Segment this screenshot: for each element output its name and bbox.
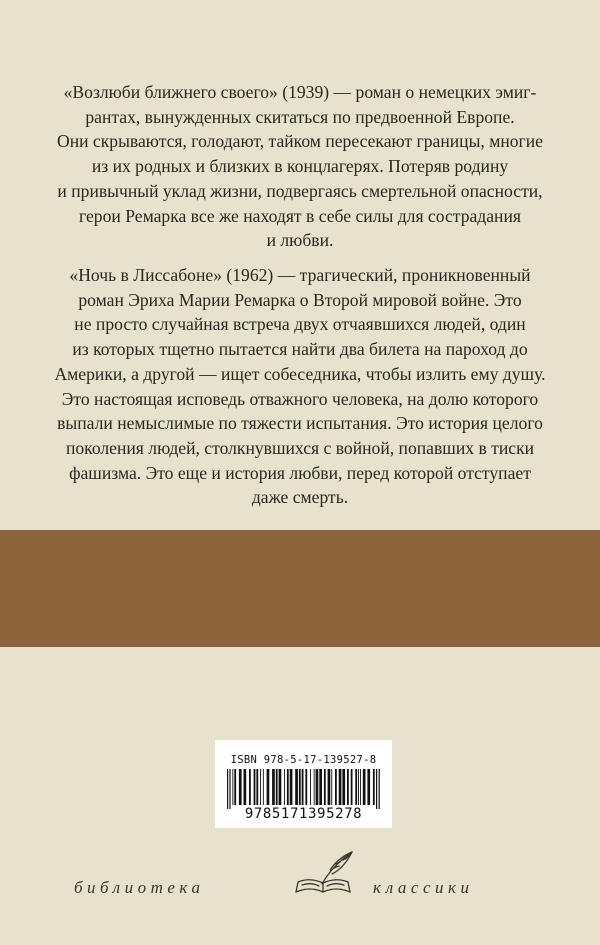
isbn-text: ISBN 978-5-17-139527-8 xyxy=(230,754,377,766)
barcode-bar xyxy=(367,769,370,805)
text-line: Это настоящая исповедь отважного человека, на долю которого xyxy=(61,388,539,409)
barcode-bar xyxy=(324,769,326,805)
barcode-bar xyxy=(249,769,251,805)
barcode-bar xyxy=(355,769,357,805)
barcode-bar xyxy=(232,769,233,805)
annotation-paragraph-1 xyxy=(40,80,560,253)
barcode-bar xyxy=(342,769,345,805)
text-line: Америки, а другой — ищет собеседника, чтобы излить ему душу. xyxy=(54,363,546,384)
barcode-bar xyxy=(331,769,332,805)
barcode-bar xyxy=(239,769,242,805)
text-line: герои Ремарка все же находят в себе силы для сострадания xyxy=(79,205,521,226)
barcode-bar xyxy=(299,769,301,805)
text-line: рантах, вынужденных скитаться по предвоенной Европе. xyxy=(85,106,515,127)
text-line: роман Эриха Марии Ремарка о Второй мировой войне. Это xyxy=(78,289,522,310)
barcode-bar xyxy=(227,769,228,809)
barcode-bar xyxy=(272,769,275,805)
text-line: «Ночь в Лиссабоне» (1962) — трагический, проникновенный xyxy=(69,265,531,285)
text-line: и любви. xyxy=(266,230,334,251)
barcode-bar xyxy=(351,769,353,805)
barcode-bar xyxy=(244,769,247,805)
barcode-bar xyxy=(276,769,278,805)
text-line: выпали немыслимые по тяжести испытания. Это история целого xyxy=(57,413,543,434)
barcode-bar xyxy=(279,769,282,805)
barcode-bar xyxy=(256,769,258,805)
barcode-bar xyxy=(234,769,236,805)
ean-digits: 9785171395278 xyxy=(244,806,363,822)
barcode-bar xyxy=(316,769,319,805)
barcode-bar xyxy=(347,769,349,805)
barcode-bar xyxy=(363,769,366,805)
barcode-bar xyxy=(358,769,359,805)
barcode-icon xyxy=(225,769,382,809)
barcode-bar xyxy=(267,769,270,805)
barcode-bar xyxy=(328,769,331,805)
barcode-bar xyxy=(284,769,285,805)
barcode-bar xyxy=(339,769,342,805)
barcode-bar xyxy=(379,769,380,809)
barcode-bar xyxy=(254,769,256,805)
barcode-bar xyxy=(373,769,375,805)
text-line: фашизма. Это еще и история любви, перед которой отступает xyxy=(69,462,531,483)
barcode-bar xyxy=(290,769,293,805)
text-line: из их родных и близких в концлагерях. Потеряв родину xyxy=(91,156,509,177)
annotation-paragraph-2 xyxy=(40,263,560,510)
barcode-label xyxy=(215,740,392,828)
barcode-bar xyxy=(360,769,361,805)
text-line: поколения людей, столкнувшихся с войной, попавших в тиски xyxy=(65,437,535,458)
text-line: и привычный уклад жизни, подвергаясь смертельной опасности, xyxy=(57,180,543,201)
text-line: «Возлюби ближнего своего» (1939) — роман о немецких эмиг- xyxy=(63,82,537,102)
text-line: даже смерть. xyxy=(251,487,349,508)
barcode-bar xyxy=(287,769,289,805)
text-line: не просто случайная встреча двух отчаявшихся людей, один xyxy=(74,314,526,335)
series-title-left: библиотека xyxy=(74,878,205,897)
barcode-bar xyxy=(335,769,337,805)
series-title-right: классики xyxy=(373,878,474,897)
barcode-bar xyxy=(229,769,230,809)
decorative-brown-band xyxy=(0,530,600,647)
barcode-bar xyxy=(319,769,322,805)
barcode-bar xyxy=(314,769,315,805)
barcode-bar xyxy=(376,769,377,809)
barcode-bar xyxy=(302,769,304,805)
book-quill-icon xyxy=(288,848,360,906)
barcode-bar xyxy=(260,769,261,805)
barcode-bar xyxy=(295,769,298,805)
barcode-bar xyxy=(305,769,307,805)
barcode-bar xyxy=(263,769,264,805)
text-line: из которых тщетно пытается найти два билета на пароход до xyxy=(72,339,528,360)
barcode-bar xyxy=(310,769,311,805)
text-line: Они скрываются, голодают, тайком пересекают границы, многие xyxy=(57,131,543,152)
